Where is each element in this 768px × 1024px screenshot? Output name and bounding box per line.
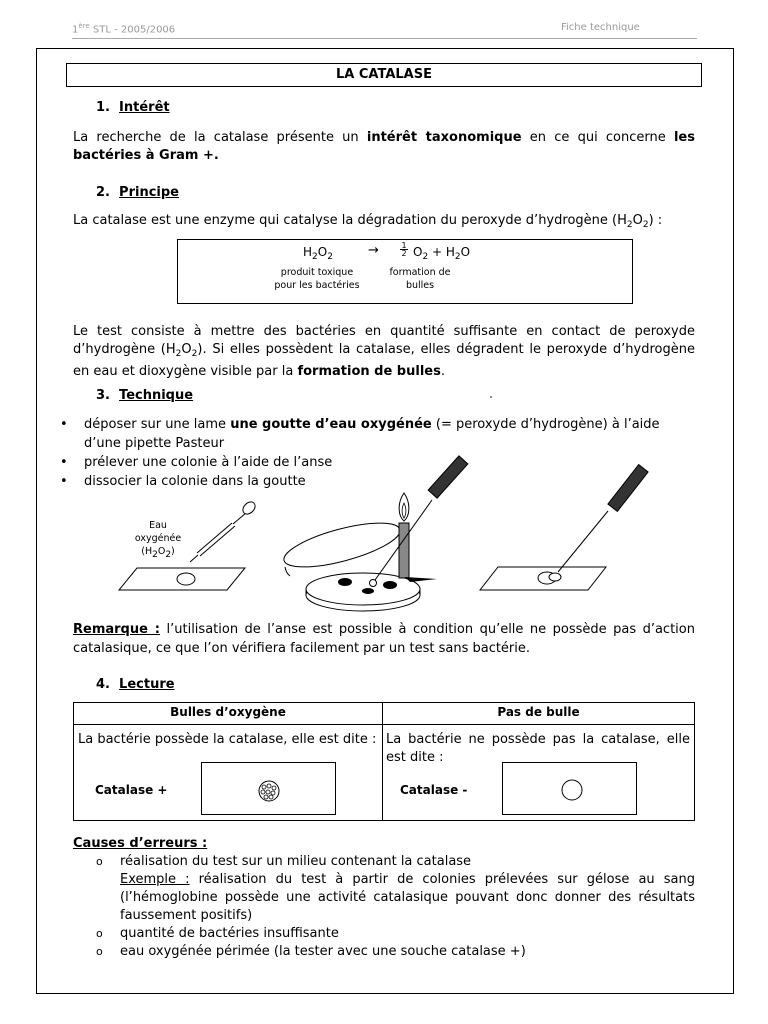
catalase-positive-label: Catalase + — [95, 783, 168, 797]
slide-with-drop-icon — [119, 568, 245, 590]
equation-arrow: → — [368, 243, 379, 258]
principe-test-paragraph: Le test consiste à mettre des bactéries en quantité suffisante en contact de peroxyde d’hydrogène $(H_2O_2)$. Si elles possèdent la catalase, elles dégradent le peroxyde d’hydrogène en eau et dioxygène visible par la formation de bulles. — [73, 324, 695, 379]
inoculation-loop-icon — [370, 456, 468, 587]
page-title: LA CATALASE — [66, 63, 702, 87]
equation-fraction: 1 2 — [401, 241, 407, 258]
list-item: o réalisation du test sur un milieu contenant la catalase — [96, 853, 695, 871]
diagram-label-eau-oxygenee: Eau oxygénée (H2O2) — [134, 520, 182, 560]
section-heading-lecture: 4. Lecture — [96, 677, 175, 692]
header-course: 1ère STL - 2005/2006 — [72, 22, 176, 36]
table-header-positive: Bulles d’oxygène — [170, 705, 286, 719]
slide-with-colony-icon — [480, 567, 606, 590]
section-heading-principe: 2. Principe — [96, 185, 179, 200]
equation-note-left: produit toxique pour les bactéries — [274, 267, 360, 291]
remarque-paragraph: Remarque : l’utilisation de l’anse est possible à condition qu’elle ne possède pas d’action catalasique, ce que l’on vérifiera facilement par un test sans bactérie. — [73, 622, 695, 656]
stray-dot — [490, 396, 492, 398]
causes-example: Exemple : réalisation du test à partir de colonies prélevées sur gélose au sang (l’hémoglobine possède une activité catalasique pouvant donc donner des résultats faussement positifs) — [120, 872, 695, 923]
equation-reactant: $H_2O_2$ — [303, 245, 333, 262]
list-item: • dissocier la colonie dans la goutte — [58, 472, 696, 491]
pasteur-pipette-icon — [190, 500, 257, 562]
list-item: o eau oxygénée périmée (la tester avec une souche catalase +) — [96, 943, 695, 961]
equation-products: $O_2 + H_2O$ — [413, 245, 471, 262]
table-row-divider — [74, 724, 694, 725]
section-heading-interet: 1. Intérêt — [96, 100, 170, 115]
equation-note-right: formation de bulles — [389, 267, 451, 291]
causes-heading: Causes d’erreurs : — [73, 836, 208, 851]
section-heading-technique: 3. Technique — [96, 388, 194, 403]
list-item: • déposer sur une lame une goutte d’eau oxygénée (= peroxyde d’hydrogène) à l’aide d’une pipette Pasteur — [58, 415, 696, 453]
table-column-divider — [382, 703, 383, 820]
table-header-negative: Pas de bulle — [497, 705, 580, 719]
bubbles-drop-icon — [202, 763, 335, 814]
result-box-negative — [502, 762, 637, 815]
result-box-positive — [201, 762, 336, 815]
interet-paragraph: La recherche de la catalase présente un intérêt taxonomique en ce qui concerne les bactéries à Gram +. — [73, 130, 695, 163]
principe-intro: La catalase est une enzyme qui catalyse la dégradation du peroxyde d’hydrogène $(H_2O_2)$ : — [73, 213, 663, 230]
lecture-table — [73, 702, 695, 821]
catalase-negative-label: Catalase - — [400, 783, 468, 797]
list-item: o quantité de bactéries insuffisante — [96, 925, 695, 943]
table-cell-positive-text: La bactérie possède la catalase, elle est dite : — [78, 732, 377, 747]
inoculation-loop-icon — [558, 465, 648, 572]
causes-list — [96, 853, 695, 961]
empty-drop-icon — [503, 763, 636, 814]
list-item: • prélever une colonie à l’aide de l’anse — [58, 453, 696, 472]
table-cell-negative-text: La bactérie ne possède pas la catalase, elle est dite : — [386, 732, 690, 765]
header-doc-type: Fiche technique — [561, 22, 640, 33]
